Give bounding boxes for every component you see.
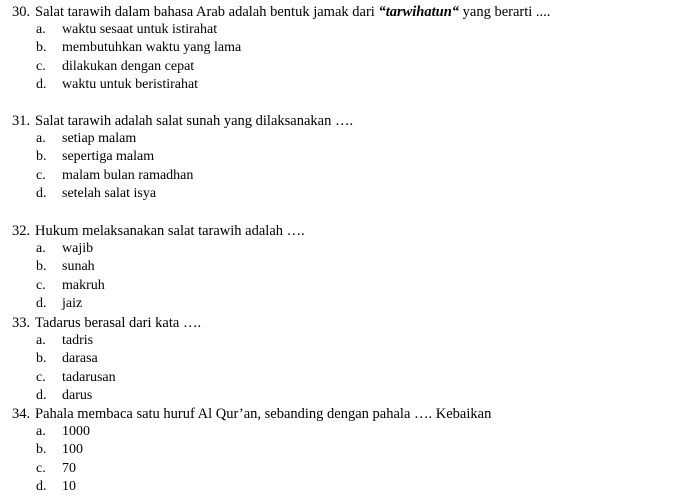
option-a	[36, 423, 90, 441]
option-text: 100	[62, 442, 83, 458]
option-label: c.	[36, 460, 46, 476]
question-stem	[12, 3, 550, 21]
question-number: 33.	[12, 315, 31, 331]
option-label: d.	[36, 478, 47, 494]
option-text: tadris	[62, 333, 94, 348]
option-label: c.	[36, 58, 46, 74]
option-text: jaiz	[62, 295, 83, 311]
question-text-before: Salat tarawih dalam bahasa Arab adalah bentuk jamak dari	[35, 4, 379, 20]
option-label: d.	[36, 185, 47, 201]
question-number: 31.	[12, 113, 31, 129]
option-b	[36, 350, 116, 368]
question-text: Salat tarawih adalah salat sunah yang dilaksanakan ….	[35, 113, 354, 129]
question-text: Pahala membaca satu huruf Al Qur’an, sebanding dengan pahala …. Kebaikan	[35, 406, 492, 422]
option-text: 70	[62, 460, 76, 476]
option-b	[36, 39, 241, 57]
option-text: sepertiga malam	[62, 149, 155, 165]
option-text: malam bulan ramadhan	[62, 167, 194, 183]
option-text: waktu sesaat untuk istirahat	[62, 22, 218, 37]
option-d	[36, 185, 193, 203]
question-text: Tadarus berasal dari kata ….	[35, 315, 202, 331]
option-b	[36, 258, 105, 276]
option-text: wajib	[62, 241, 94, 256]
option-text: tadarusan	[62, 369, 116, 385]
option-label: a.	[36, 241, 46, 256]
option-c	[36, 167, 193, 185]
option-label: d.	[36, 295, 47, 311]
question-stem	[12, 405, 491, 423]
option-label: a.	[36, 424, 46, 439]
option-c	[36, 460, 90, 478]
options-list	[36, 130, 193, 203]
question-stem	[12, 222, 305, 240]
option-text: 1000	[62, 424, 90, 439]
options-list	[36, 423, 90, 496]
option-text: waktu untuk beristirahat	[62, 76, 199, 92]
options-list	[36, 332, 116, 405]
option-label: a.	[36, 333, 46, 348]
question-number: 32.	[12, 223, 31, 239]
question-stem	[12, 112, 353, 130]
option-text: setelah salat isya	[62, 185, 157, 201]
options-list	[36, 21, 241, 94]
option-text: darus	[62, 387, 93, 403]
option-label: c.	[36, 167, 46, 183]
option-text: makruh	[62, 277, 105, 293]
option-label: b.	[36, 442, 47, 458]
option-label: b.	[36, 351, 47, 367]
option-a	[36, 240, 105, 258]
option-label: c.	[36, 277, 46, 293]
option-label: c.	[36, 369, 46, 385]
option-text: darasa	[62, 351, 98, 367]
question-text: Hukum melaksanakan salat tarawih adalah ….	[35, 223, 305, 239]
option-c	[36, 369, 116, 387]
option-label: b.	[36, 149, 47, 165]
option-c	[36, 58, 241, 76]
option-a	[36, 130, 193, 148]
option-a	[36, 332, 116, 350]
option-label: d.	[36, 76, 47, 92]
option-label: a.	[36, 131, 46, 146]
option-label: a.	[36, 22, 46, 37]
option-d	[36, 295, 105, 313]
option-label: b.	[36, 40, 47, 56]
option-d	[36, 387, 116, 405]
option-d	[36, 478, 90, 496]
option-label: b.	[36, 259, 47, 275]
options-list	[36, 240, 105, 313]
option-a	[36, 21, 241, 39]
question-number: 34.	[12, 406, 31, 422]
option-text: 10	[62, 478, 76, 494]
question-emphasis-term: “tarwihatun“	[378, 4, 460, 20]
option-text: setiap malam	[62, 131, 137, 146]
question-stem	[12, 314, 201, 332]
option-d	[36, 76, 241, 94]
option-text: dilakukan dengan cepat	[62, 58, 195, 74]
option-b	[36, 441, 90, 459]
option-label: d.	[36, 387, 47, 403]
option-text: membutuhkan waktu yang lama	[62, 40, 242, 56]
option-b	[36, 148, 193, 166]
option-text: sunah	[62, 259, 95, 275]
question-number: 30.	[12, 4, 31, 20]
option-c	[36, 277, 105, 295]
question-text-after: yang berarti ....	[459, 4, 551, 20]
